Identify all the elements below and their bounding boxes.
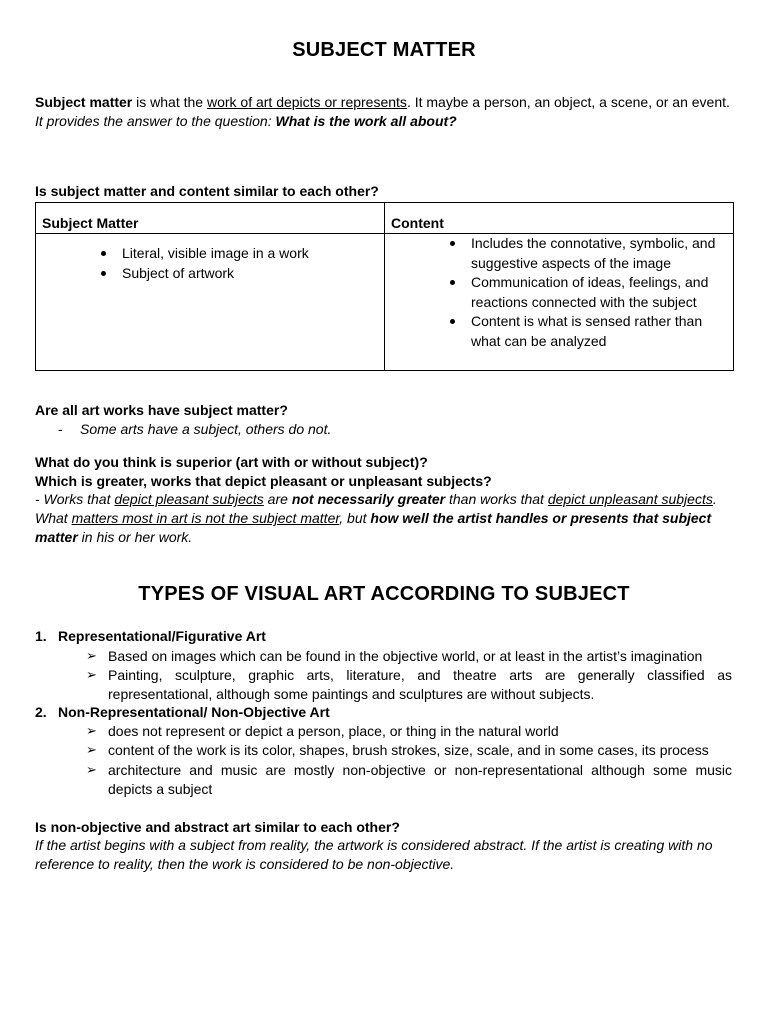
- superior-question-1: What do you think is superior (art with or without subject)?: [35, 454, 428, 470]
- list-item: [86, 741, 732, 760]
- answer-bold: not necessarily greater: [291, 491, 446, 507]
- all-artworks-answer-text: Some arts have a subject, others do not.: [80, 421, 332, 437]
- content-list: [385, 234, 733, 351]
- comparison-table: [35, 202, 734, 371]
- list-item-text: architecture and music are mostly non-objective or non-representational although some music depicts a subject: [108, 762, 732, 797]
- answer-part: - Works that: [35, 491, 115, 507]
- table-header-row: [36, 203, 734, 234]
- answer-part: are: [263, 491, 292, 507]
- subject-matter-cell: [36, 234, 385, 371]
- definition-rest: . It maybe a person, an object, a scene, or an event.: [406, 94, 730, 110]
- arrow-bullet-icon: ➢: [86, 723, 97, 738]
- table-header-subject-matter: Subject Matter: [36, 203, 385, 234]
- type-heading-1: [35, 627, 266, 646]
- definition-underlined: work of art depicts or represents: [206, 94, 407, 110]
- arrow-bullet-icon: ➢: [86, 648, 97, 663]
- question-intro: It provides the answer to the question:: [35, 113, 276, 129]
- definition-term: Subject matter: [35, 94, 133, 110]
- list-item-text: Painting, sculpture, graphic arts, literature, and theatre arts are generally classified as representational, although some paintings and sculptures are without subjects.: [108, 667, 732, 702]
- list-item: Literal, visible image in a work: [122, 244, 384, 264]
- list-item: Includes the connotative, symbolic, and suggestive aspects of the image: [471, 234, 721, 273]
- list-item: [86, 666, 732, 703]
- answer-underlined: depict unpleasant subjects: [547, 491, 713, 507]
- list-item-text: Based on images which can be found in the objective world, or at least in the artist’s imagination: [108, 648, 703, 664]
- content-cell: [385, 234, 734, 371]
- abstract-question: Is non-objective and abstract art similar to each other?: [35, 819, 400, 835]
- list-item: Communication of ideas, feelings, and reactions connected with the subject: [471, 273, 721, 312]
- arrow-bullet-icon: ➢: [86, 762, 97, 777]
- type-heading-2: [35, 703, 330, 722]
- list-item-text: does not represent or depict a person, place, or thing in the natural world: [108, 723, 559, 739]
- section-title: TYPES OF VISUAL ART ACCORDING TO SUBJECT: [138, 583, 630, 605]
- definition-text: is what the: [132, 94, 207, 110]
- subject-matter-list: [36, 234, 384, 283]
- list-item: Subject of artwork: [122, 264, 384, 284]
- question-text: What is the work all about?: [275, 113, 457, 129]
- type-number: 1.: [35, 628, 47, 644]
- superior-answer: [35, 490, 725, 547]
- answer-underlined: depict pleasant subjects: [114, 491, 264, 507]
- all-artworks-question: Are all art works have subject matter?: [35, 402, 288, 418]
- answer-underlined: matters most in art is not the subject matter: [71, 510, 340, 526]
- list-item: [86, 761, 732, 798]
- answer-part: in his or her work.: [77, 529, 193, 545]
- type-heading-text: Representational/Figurative Art: [58, 628, 266, 644]
- all-artworks-answer: [58, 420, 331, 439]
- type-number: 2.: [35, 704, 47, 720]
- type-heading-text: Non-Representational/ Non-Objective Art: [58, 704, 330, 720]
- table-header-content: Content: [385, 203, 734, 234]
- arrow-bullet-icon: ➢: [86, 742, 97, 757]
- answer-bold: how well the artist handles or presents that subject matter: [35, 510, 712, 545]
- answer-part: . What: [35, 491, 717, 526]
- table-body-row: [36, 234, 734, 371]
- answer-part: than works that: [445, 491, 548, 507]
- list-item: [86, 647, 732, 666]
- answer-part: , but: [339, 510, 371, 526]
- abstract-answer: If the artist begins with a subject from reality, the artwork is considered abstract. If the artist is creating with no reference to reality, then the work is considered to be non-objective.: [35, 837, 713, 872]
- similar-question: Is subject matter and content similar to each other?: [35, 183, 379, 199]
- list-item: Content is what is sensed rather than what can be analyzed: [471, 312, 721, 351]
- page-title: SUBJECT MATTER: [292, 39, 476, 61]
- dash-bullet: -: [58, 421, 63, 437]
- arrow-bullet-icon: ➢: [86, 667, 97, 682]
- definition-paragraph: [35, 93, 735, 131]
- list-item: [86, 722, 732, 741]
- list-item-text: content of the work is its color, shapes, brush strokes, size, scale, and in some cases, its process: [108, 742, 709, 758]
- superior-question-2: Which is greater, works that depict pleasant or unpleasant subjects?: [35, 473, 492, 489]
